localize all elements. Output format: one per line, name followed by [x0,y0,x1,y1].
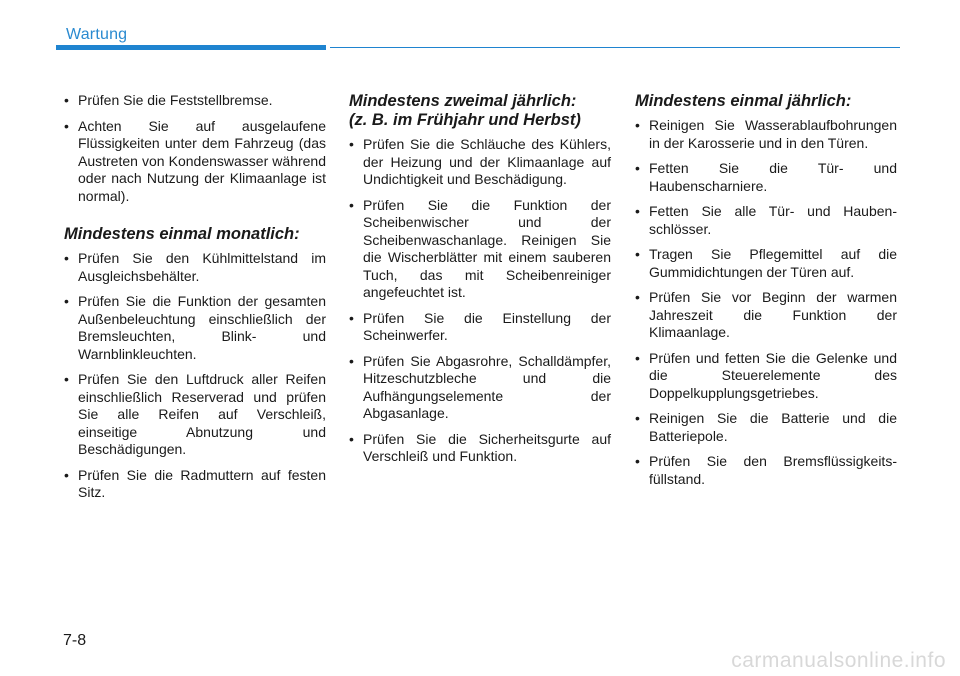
intro-list [64,92,326,205]
monthly-heading: Mindestens einmal monatlich: [64,225,300,243]
yearly-list [635,117,897,488]
column-2 [349,92,611,474]
twice-yearly-list [349,136,611,466]
watermark: carmanualsonline.info [731,649,946,672]
list-item: • Prüfen Sie die Feststellbremse. [64,92,326,110]
list-item: • Tragen Sie Pflegemittel auf die Gummidichtungen der Türen auf. [635,246,897,281]
list-item: • Fetten Sie alle Tür- und Haubenschlösser. [635,203,897,238]
list-item: • Prüfen und fetten Sie die Gelenke und die Steuerelemente des Doppelkupplungsgetriebes. [635,350,897,403]
list-item: • Reinigen Sie Wasserablaufbohrungen in der Karosserie und in den Türen. [635,117,897,152]
monthly-list [64,250,326,502]
section-title: Wartung [66,26,128,43]
list-item: • Prüfen Sie Abgasrohre, Schalldämpfer, Hitzeschutzbleche und die Aufhängungselemente der Abgasanlage. [349,353,611,423]
list-item: • Prüfen Sie die Sicherheitsgurte auf Verschleiß und Funktion. [349,431,611,466]
list-item: • Achten Sie auf ausgelaufene Flüssigkeiten unter dem Fahrzeug (das Austreten von Kondenswasser während oder nach Nutzung der Klimaanlage ist normal). [64,118,326,206]
column-1 [64,92,326,510]
list-item: • Prüfen Sie vor Beginn der warmen Jahreszeit die Funktion der Klimaanlage. [635,289,897,342]
header-rule-thin [330,47,900,48]
column-3 [635,92,897,496]
twice-yearly-heading [349,92,611,130]
header-rule-thick [56,45,326,50]
list-item: • Prüfen Sie die Radmuttern auf festen Sitz. [64,467,326,502]
list-item: • Prüfen Sie die Einstellung der Scheinwerfer. [349,310,611,345]
list-item: • Prüfen Sie den Bremsflüssigkeitsfüllstand. [635,453,897,488]
yearly-heading: Mindestens einmal jährlich: [635,92,852,110]
twice-yearly-heading-line2: (z. B. im Frühjahr und Herbst) [349,111,581,129]
list-item: • Prüfen Sie die Funktion der gesamten Außenbeleuchtung einschließlich der Bremsleuchten, Blink- und Warnblinkleuchten. [64,293,326,363]
list-item: • Fetten Sie die Tür- und Haubenscharniere. [635,160,897,195]
list-item: • Prüfen Sie den Luftdruck aller Reifen einschließlich Reserverad und prüfen Sie alle Reifen auf Verschleiß, einseitige Abnutzung und Beschädigungen. [64,371,326,459]
list-item: • Reinigen Sie die Batterie und die Batteriepole. [635,410,897,445]
list-item: • Prüfen Sie die Schläuche des Kühlers, der Heizung und der Klimaanlage auf Undichtigkeit und Beschädigung. [349,136,611,189]
twice-yearly-heading-line1: Mindestens zweimal jährlich: [349,92,577,110]
list-item: • Prüfen Sie die Funktion der Scheibenwischer und der Scheibenwaschanlage. Reinigen Sie die Wischerblätter mit einem sauberen Tuch, das mit Scheibenreiniger angefeuchtet ist. [349,197,611,302]
list-item: • Prüfen Sie den Kühlmittelstand im Ausgleichsbehälter. [64,250,326,285]
page-number: 7-8 [63,632,87,649]
